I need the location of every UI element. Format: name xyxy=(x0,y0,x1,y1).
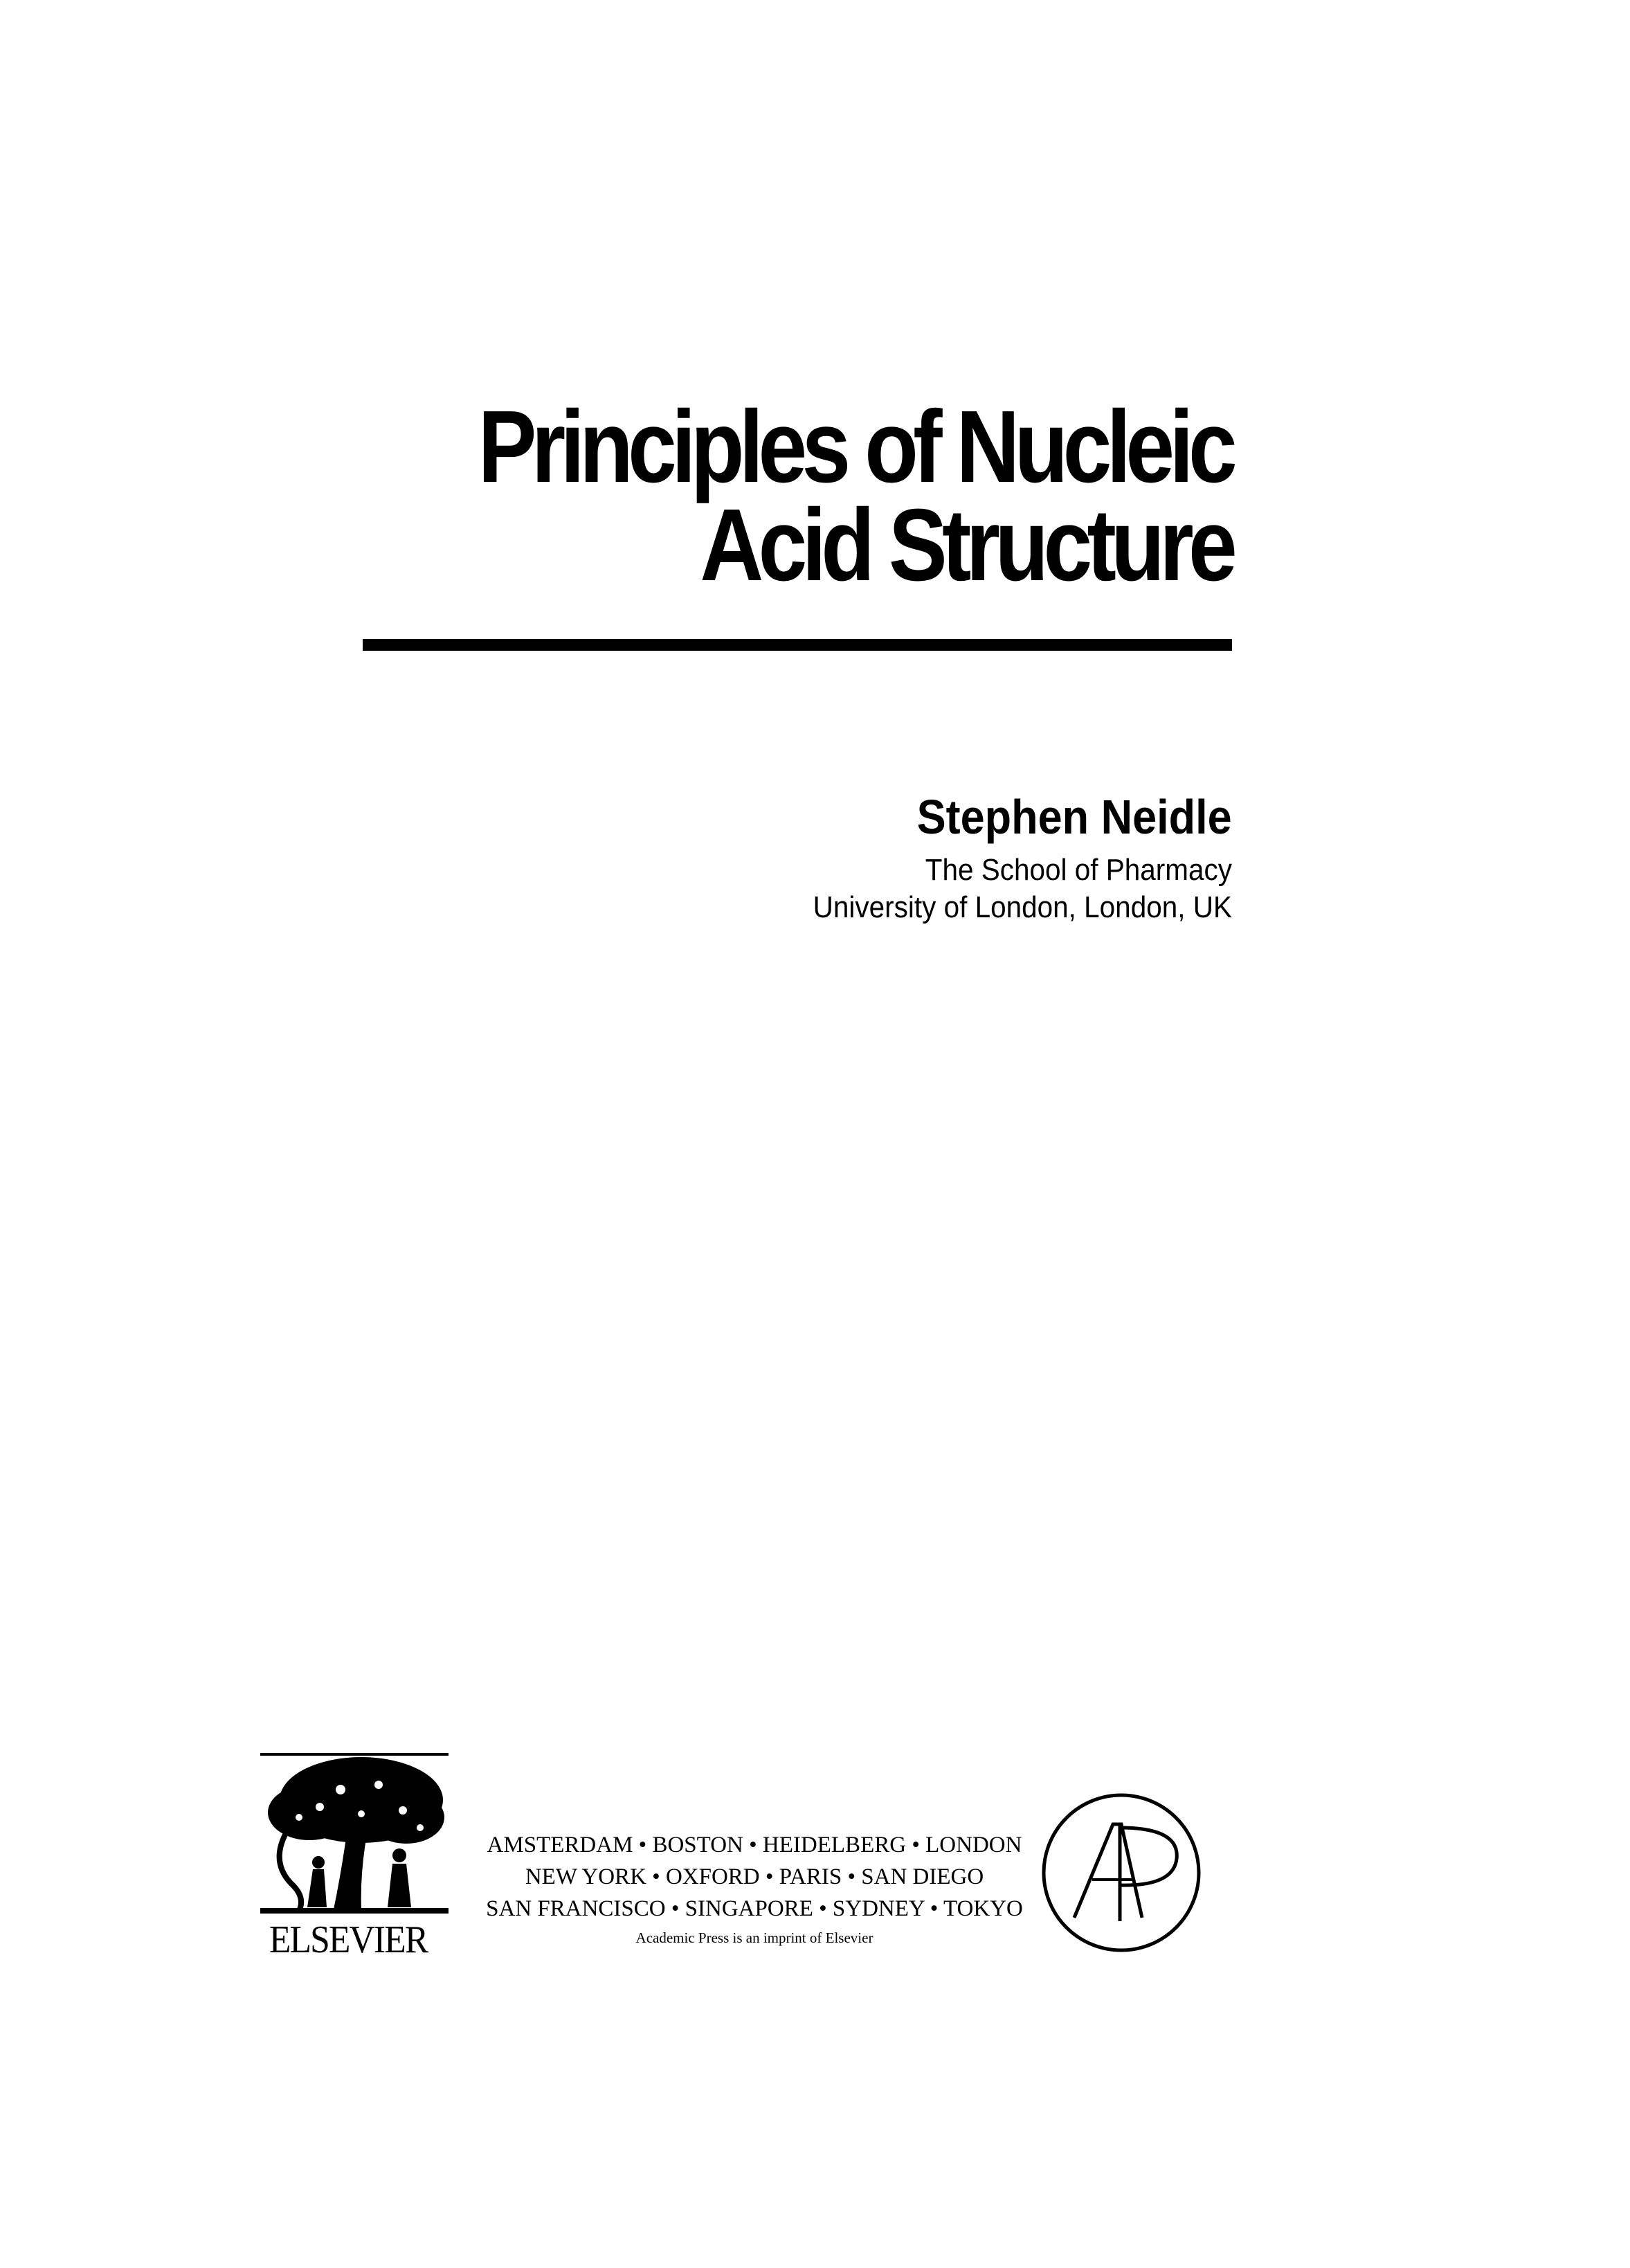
author-affiliation xyxy=(813,852,1232,926)
book-title-line-2: Acid Structure xyxy=(700,488,1232,602)
publisher-cities xyxy=(457,1829,1052,1925)
author-name: Stephen Neidle xyxy=(916,790,1232,844)
affiliation-line-2: University of London, London, UK xyxy=(813,890,1232,924)
affiliation-line-1: The School of Pharmacy xyxy=(925,853,1232,887)
academic-press-logo-icon xyxy=(1038,1790,1204,1956)
book-title xyxy=(458,390,1232,602)
cities-line-1: AMSTERDAM • BOSTON • HEIDELBERG • LONDON xyxy=(487,1833,1022,1857)
imprint-note: Academic Press is an imprint of Elsevier xyxy=(635,1929,873,1946)
title-rule xyxy=(363,639,1232,651)
elsevier-wordmark: ELSEVIER xyxy=(269,1918,428,1961)
cities-line-2: NEW YORK • OXFORD • PARIS • SAN DIEGO xyxy=(525,1864,984,1889)
cities-line-3: SAN FRANCISCO • SINGAPORE • SYDNEY • TOKYO xyxy=(486,1896,1023,1921)
book-title-line-1: Principles of Nucleic xyxy=(478,390,1232,504)
